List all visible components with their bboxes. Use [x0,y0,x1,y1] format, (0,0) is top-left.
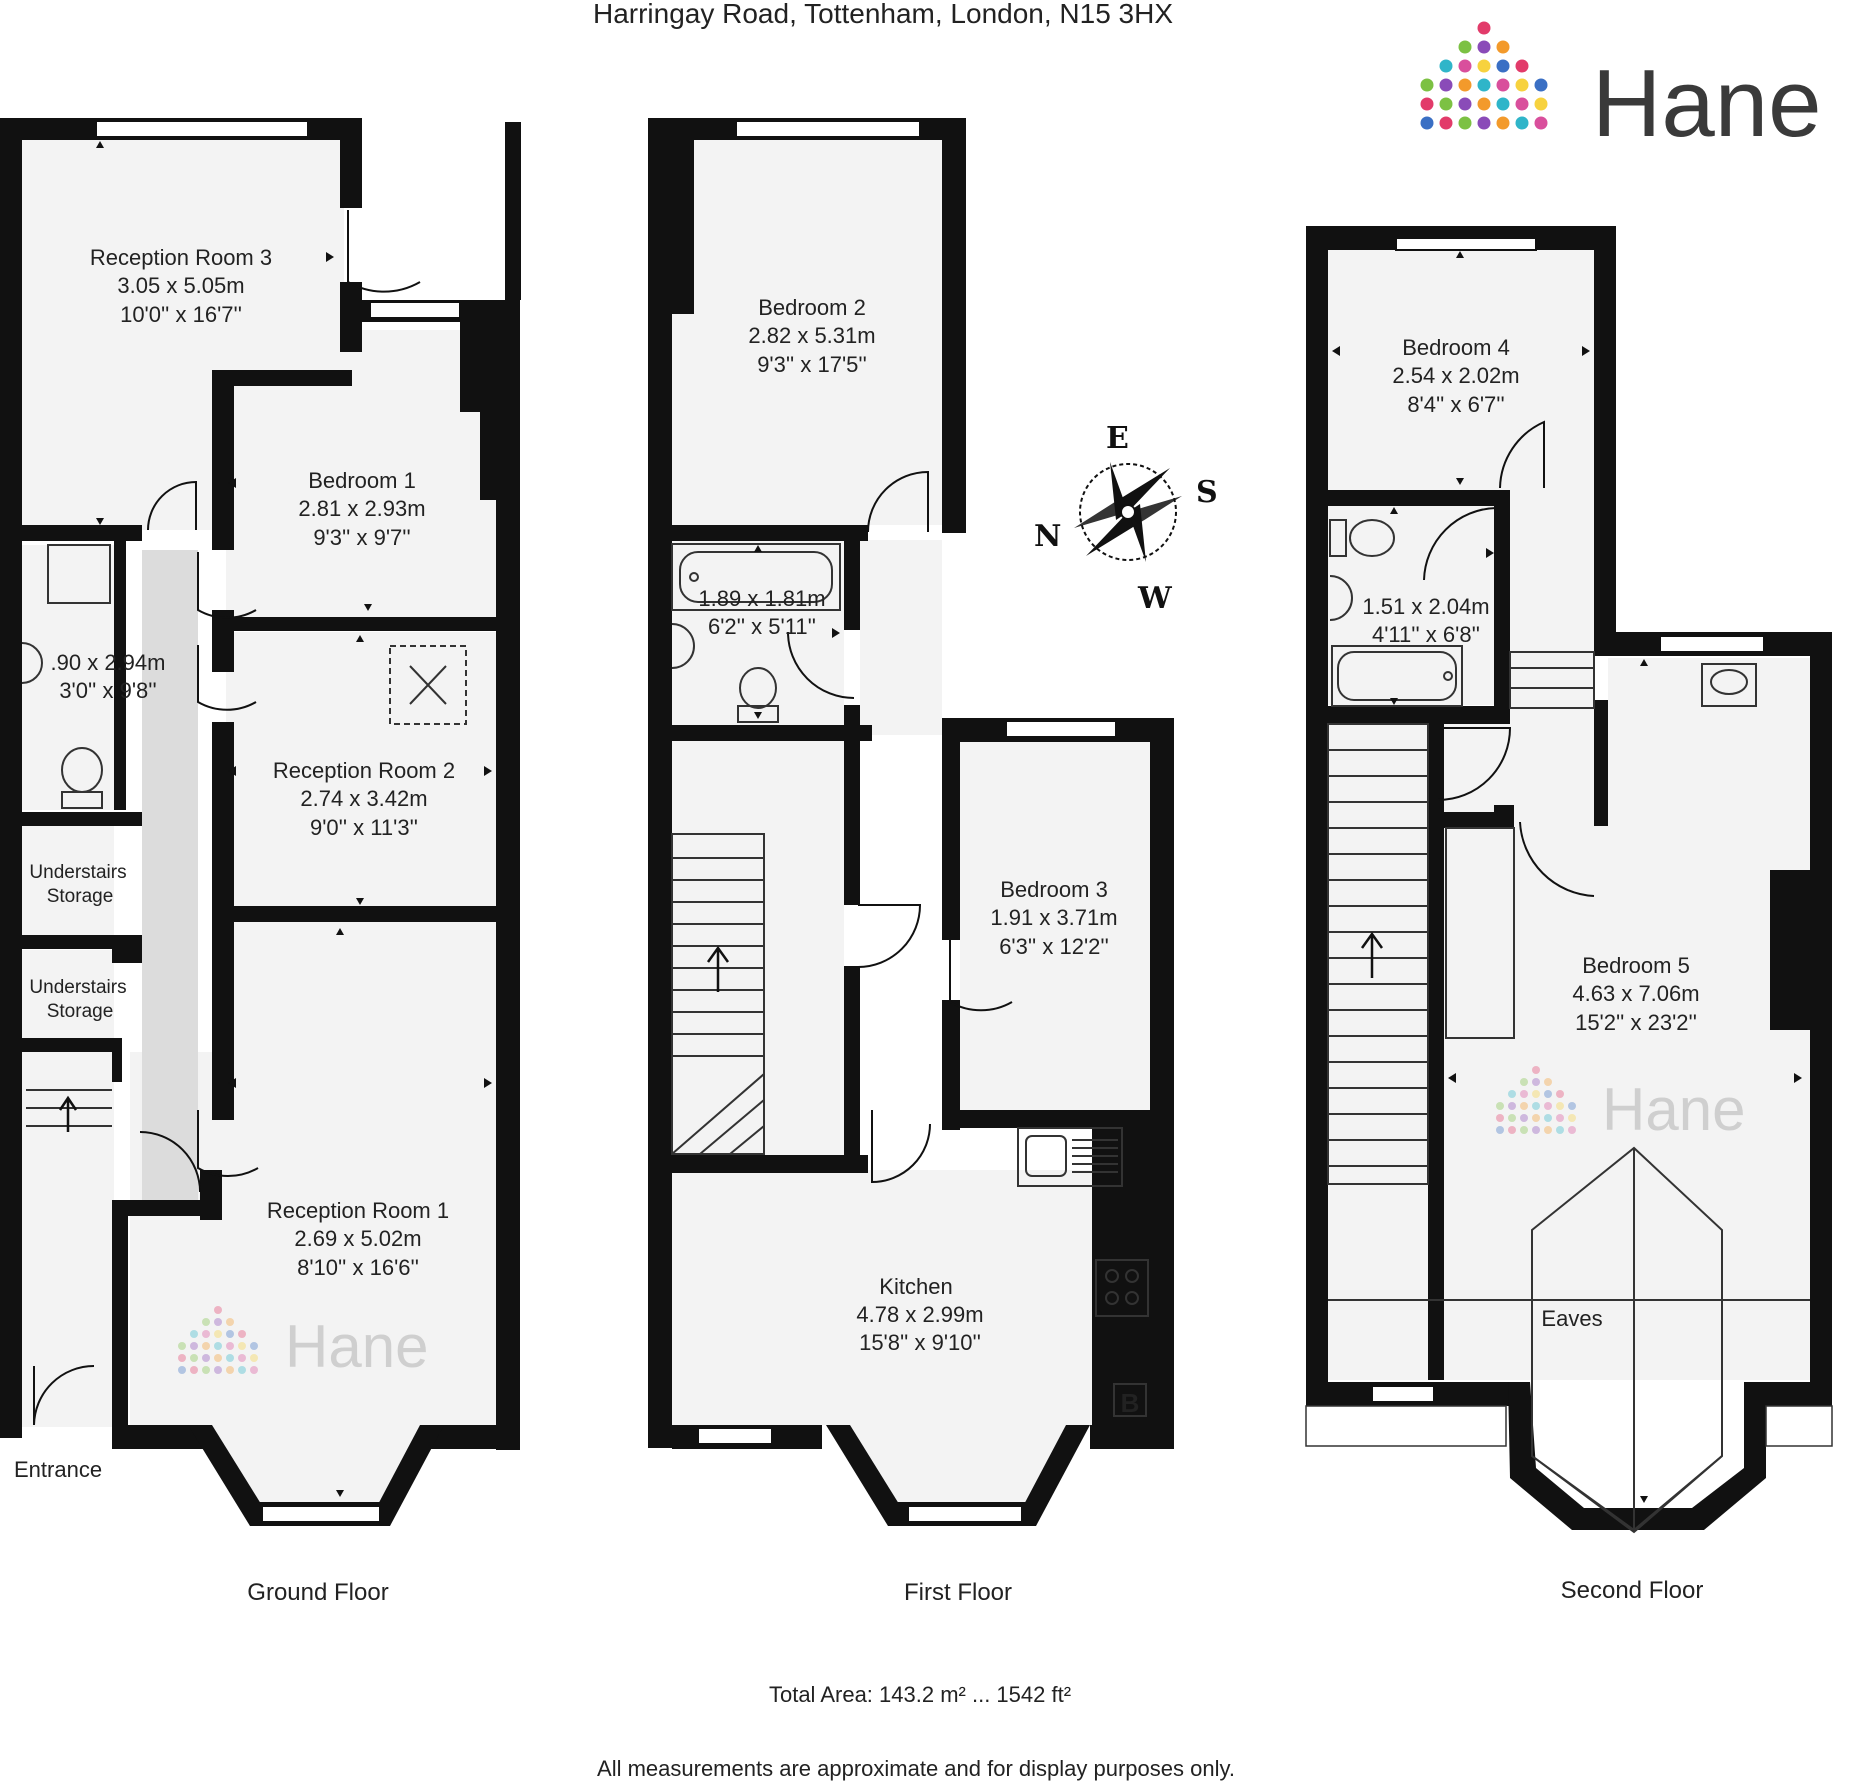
understairs-storage-2-name: Understairs [29,977,127,998]
watermark-ground: Hane [285,1313,429,1380]
logo-dot [1421,117,1434,130]
logo-dot [226,1330,234,1338]
understairs-storage-2-sub: Storage [46,1001,114,1022]
logo-dot [1568,1114,1576,1122]
logo-dot [1532,1090,1540,1098]
logo-dot [1478,41,1491,54]
logo-dot [202,1318,210,1326]
logo-dot [1496,1126,1504,1134]
logo-dot [1556,1126,1564,1134]
logo-dot [238,1330,246,1338]
logo-dot [214,1330,222,1338]
logo-dot [1421,98,1434,111]
reception-room-3-metric: 3.05 x 5.05m [117,273,245,298]
address-title: Harringay Road, Tottenham, London, N15 3HX [592,0,1174,29]
logo-dot [226,1366,234,1374]
bedroom-3-name: Bedroom 3 [1000,877,1108,902]
logo-dot [1544,1078,1552,1086]
logo-dot [1478,98,1491,111]
logo-dot [1520,1078,1528,1086]
logo-dot [1459,98,1472,111]
kitchen-imperial: 15'8'' x 9'10'' [859,1330,981,1355]
logo-dot [1459,41,1472,54]
entrance-label: Entrance [14,1457,103,1482]
kitchen-metric: 4.78 x 2.99m [856,1302,984,1327]
logo-dot [178,1354,186,1362]
logo-dot [1556,1102,1564,1110]
logo-dot [226,1318,234,1326]
logo-dot [1556,1114,1564,1122]
logo-dot [238,1366,246,1374]
reception-room-1-metric: 2.69 x 5.02m [294,1226,422,1251]
compass-south: S [1196,475,1218,510]
logo-dot [226,1342,234,1350]
logo-dot [1556,1090,1564,1098]
shower-room-imperial: 3'0'' x 9'8'' [59,678,157,703]
logo-dot [1544,1090,1552,1098]
logo-dot [1440,60,1453,73]
logo-dot [190,1366,198,1374]
logo-dot [202,1330,210,1338]
logo-dots-icon [1421,22,1548,130]
logo-dot [1535,117,1548,130]
logo-dot [1478,22,1491,35]
logo-dot [1440,79,1453,92]
ground-floor-title: Ground Floor [247,1579,389,1606]
logo-dot [1516,117,1529,130]
logo-dot [1532,1078,1540,1086]
logo-dot [1459,60,1472,73]
logo-dot [1478,60,1491,73]
logo-dot [1544,1114,1552,1122]
hallway [142,550,198,1205]
logo-dot [1497,41,1510,54]
logo-dot [226,1354,234,1362]
reception-room-2-imperial: 9'0'' x 11'3'' [310,815,418,840]
logo-dot [1532,1114,1540,1122]
bedroom-1-name: Bedroom 1 [308,468,416,493]
bedroom-2-imperial: 9'3'' x 17'5'' [757,352,867,377]
logo-dot [250,1366,258,1374]
logo-dot [214,1306,222,1314]
logo-dot [1478,79,1491,92]
logo-dot [1520,1114,1528,1122]
bedroom-3-imperial: 6'3'' x 12'2'' [999,934,1109,959]
reception-room-1-imperial: 8'10'' x 16'6'' [297,1255,419,1280]
bedroom-5-metric: 4.63 x 7.06m [1572,981,1700,1006]
total-area: Total Area: 143.2 m² ... 1542 ft² [768,1682,1072,1707]
logo-dot [214,1354,222,1362]
bedroom-3-metric: 1.91 x 3.71m [990,905,1118,930]
bathroom-1-metric: 1.89 x 1.81m [698,586,826,611]
logo-dot [1497,117,1510,130]
logo-dot [250,1342,258,1350]
logo-dot [1508,1114,1516,1122]
bedroom-1-metric: 2.81 x 2.93m [298,496,426,521]
logo-dot [1496,1102,1504,1110]
understairs-storage-1-name: Understairs [29,862,127,883]
logo-dot [178,1366,186,1374]
logo-dot [1497,98,1510,111]
logo-dot [1421,79,1434,92]
kitchen-name: Kitchen [879,1274,953,1299]
logo-dot [1508,1102,1516,1110]
logo-dot [214,1318,222,1326]
logo-dot [190,1354,198,1362]
logo-dot [190,1342,198,1350]
shower-room-metric: .90 x 2.94m [50,650,166,675]
logo-dot [190,1330,198,1338]
logo-dot [1535,79,1548,92]
logo-dot [1544,1126,1552,1134]
bedroom-2-metric: 2.82 x 5.31m [748,323,876,348]
logo-dot [1568,1102,1576,1110]
logo-dot [1568,1126,1576,1134]
logo-dot [202,1354,210,1362]
logo-dot [1516,79,1529,92]
logo-dot [250,1354,258,1362]
compass-east: E [1106,421,1129,456]
logo-dot [202,1366,210,1374]
bedroom-4-metric: 2.54 x 2.02m [1392,363,1520,388]
reception-room-2-metric: 2.74 x 3.42m [300,786,428,811]
reception-room-3-imperial: 10'0'' x 16'7'' [120,302,242,327]
second-floor-rooms [1328,250,1810,1380]
logo-dot [1440,117,1453,130]
bathroom-2-metric: 1.51 x 2.04m [1362,594,1490,619]
logo-dot [1497,60,1510,73]
logo-dot [214,1366,222,1374]
logo-dot [1544,1102,1552,1110]
disclaimer: All measurements are approximate and for display purposes only. [597,1756,1235,1781]
logo-dot [1496,1114,1504,1122]
logo-dot [178,1342,186,1350]
logo-dot [1520,1102,1528,1110]
hane-logo [1421,22,1822,158]
eaves-label: Eaves [1541,1306,1603,1331]
logo-dot [1508,1090,1516,1098]
bathroom-1-imperial: 6'2'' x 5'11'' [708,614,816,639]
bathroom-2-imperial: 4'11'' x 6'8'' [1372,622,1480,647]
understairs-storage-1-sub: Storage [46,886,114,907]
logo-dot [1459,79,1472,92]
bedroom-4-name: Bedroom 4 [1402,335,1510,360]
logo-dot [1478,117,1491,130]
bedroom-2-name: Bedroom 2 [758,295,866,320]
reception-room-2-name: Reception Room 2 [272,758,456,783]
compass-rose-icon [1034,421,1218,616]
reception-room-1-name: Reception Room 1 [266,1198,450,1223]
bedroom-4-imperial: 8'4'' x 6'7'' [1407,392,1505,417]
logo-dot [1532,1102,1540,1110]
logo-dot [1459,117,1472,130]
logo-dot [1508,1126,1516,1134]
second-floor-title: Second Floor [1560,1577,1704,1604]
compass-west: W [1138,581,1172,616]
compass-north: N [1034,519,1062,554]
reception-room-3-name: Reception Room 3 [89,245,273,270]
logo-dot [1520,1126,1528,1134]
brand-name: Hane [1592,50,1822,157]
logo-dot [1535,98,1548,111]
boiler-label: B [1120,1388,1140,1418]
first-floor-plan [648,118,1174,1606]
logo-dot [202,1342,210,1350]
logo-dot [238,1342,246,1350]
ground-floor-plan [0,118,521,1606]
bedroom-1-imperial: 9'3'' x 9'7'' [313,525,411,550]
logo-dot [1532,1126,1540,1134]
logo-dot [1516,60,1529,73]
first-floor-title: First Floor [904,1579,1012,1606]
watermark-second: Hane [1602,1076,1746,1143]
logo-dot [214,1342,222,1350]
logo-dot [1516,98,1529,111]
second-floor-plan [1306,226,1832,1604]
logo-dot [1440,98,1453,111]
bedroom-5-imperial: 15'2'' x 23'2'' [1575,1010,1697,1035]
logo-dot [1532,1066,1540,1074]
logo-dot [1520,1090,1528,1098]
logo-dot [238,1354,246,1362]
logo-dot [1497,79,1510,92]
bedroom-5-name: Bedroom 5 [1582,953,1690,978]
